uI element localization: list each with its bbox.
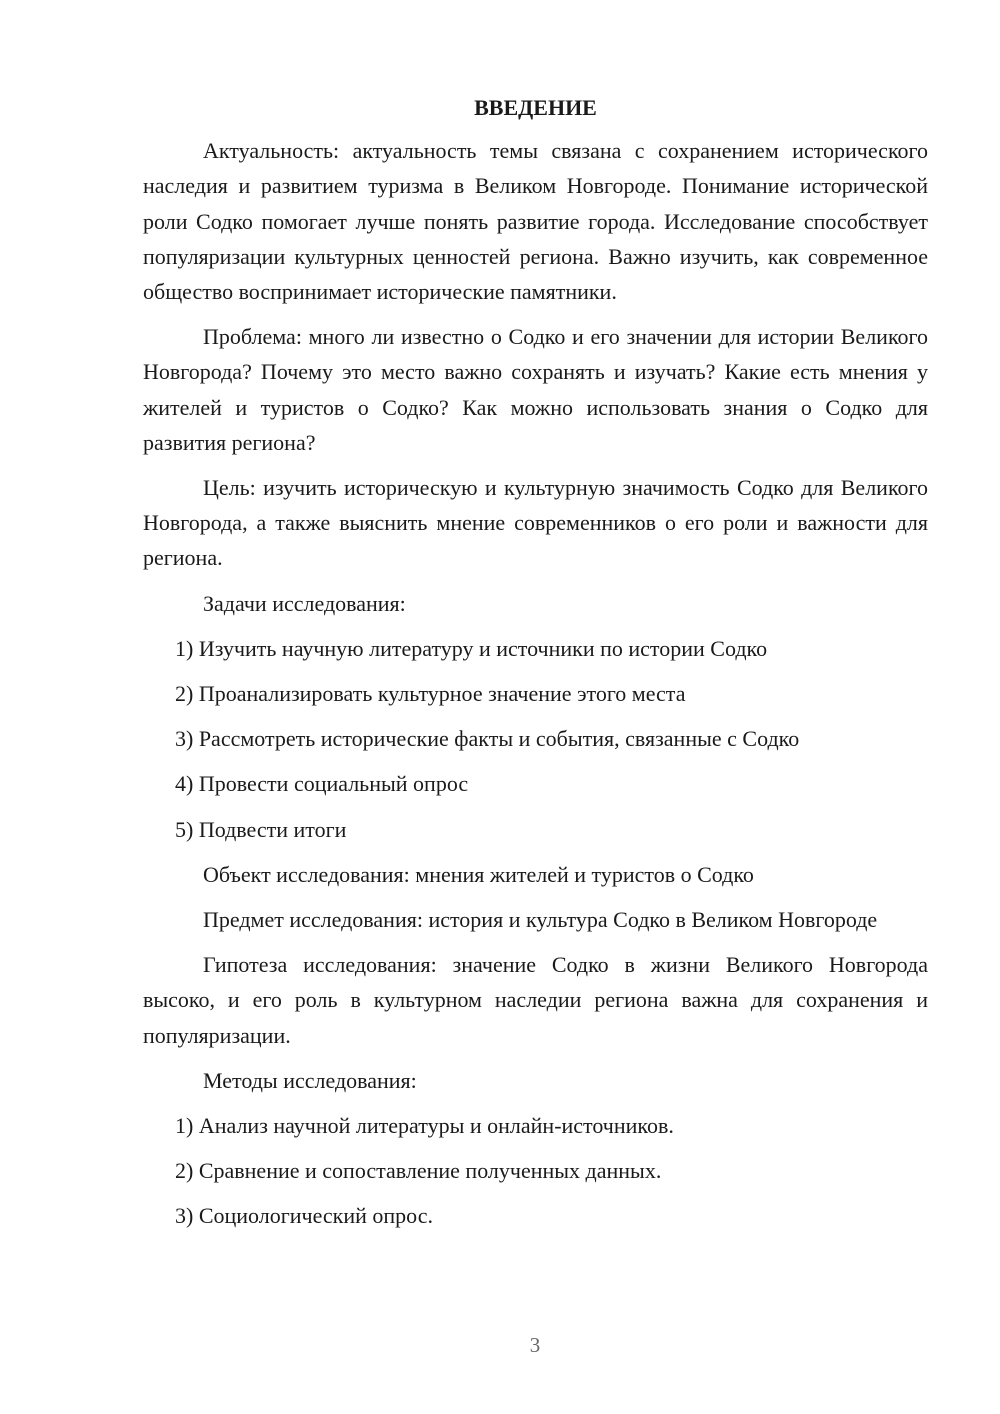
task-item: 2) Проанализировать культурное значение этого места [175, 681, 686, 707]
tasks-heading: Задачи исследования: [203, 590, 406, 616]
task-item: 4) Провести социальный опрос [175, 771, 469, 797]
goal-paragraph: Цель: изучить историческую и культурную значимость Содко для Великого Новгорода, а также выяснить мнение современников о его роли и важности для региона. [143, 475, 928, 571]
document-content [143, 90, 928, 1244]
methods-list [143, 1108, 928, 1234]
method-item: 1) Анализ научной литературы и онлайн-источников. [175, 1113, 674, 1139]
task-item: 5) Подвести итоги [175, 816, 347, 842]
page-number: 3 [529, 1333, 541, 1357]
object-paragraph: Объект исследования: мнения жителей и туристов о Содко [203, 861, 754, 887]
relevance-paragraph: Актуальность: актуальность темы связана с сохранением исторического наследия и развитием туризма в Великом Новгороде. Понимание исторической роли Содко помогает лучше понять развитие города. Исследование способствует популяризации культурных ценностей региона. Важно изучить, как современное общество воспринимает исторические памятники. [143, 138, 928, 305]
methods-heading: Методы исследования: [203, 1067, 417, 1093]
task-item: 3) Рассмотреть исторические факты и события, связанные с Содко [175, 726, 800, 752]
subject-paragraph: Предмет исследования: история и культура Содко в Великом Новгороде [203, 907, 878, 933]
task-item: 1) Изучить научную литературу и источники по истории Содко [175, 635, 768, 661]
method-item: 3) Социологический опрос. [175, 1203, 433, 1229]
tasks-list [143, 631, 928, 847]
problem-paragraph: Проблема: много ли известно о Содко и его значении для истории Великого Новгорода? Почему это место важно сохранять и изучать? Какие есть мнения у жителей и туристов о Содко? Как можно использовать знания о Содко для развития региона? [143, 324, 928, 455]
method-item: 2) Сравнение и сопоставление полученных данных. [175, 1158, 662, 1184]
section-title: ВВЕДЕНИЕ [474, 95, 597, 120]
hypothesis-paragraph: Гипотеза исследования: значение Содко в жизни Великого Новгорода высоко, и его роль в культурном наследии региона важна для сохранения и популяризации. [143, 952, 928, 1048]
